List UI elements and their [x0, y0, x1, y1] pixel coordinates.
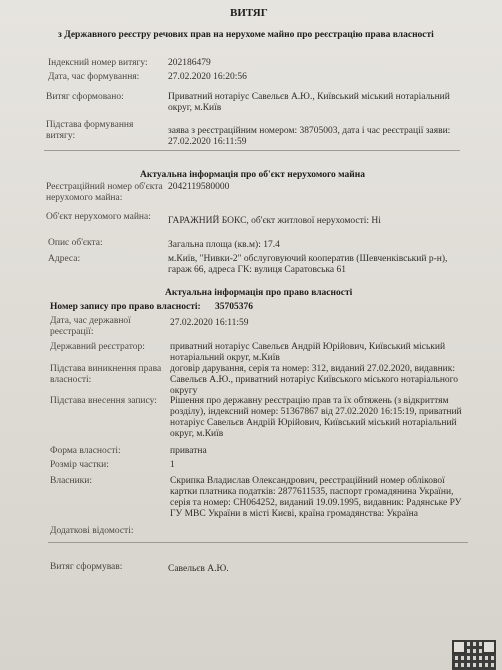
- reg-date-label: Дата, час державної реєстрації:: [50, 316, 131, 337]
- additional-info-label: Додаткові відомості:: [50, 526, 134, 536]
- object-reg-label: Реєстраційний номер об'єкта нерухомого майна:: [46, 182, 163, 203]
- rights-section-heading: Актуальна інформація про право власності: [165, 288, 353, 298]
- basis-label: Підстава формування витягу:: [46, 120, 134, 141]
- owners-value: Скрипка Владислав Олександрович, реєстраційний номер облікової картки платника податків: 2877611535, паспорт громадянина України, серія та номер: СН064252, виданий 19.09.1995, видавник: Радянське РУ ГУ МВС України в місті Києві, країна громадянства: Україна: [170, 476, 462, 519]
- object-section-heading: Актуальна інформація про об'єкт нерухомого майна: [140, 170, 365, 180]
- datetime-value: 27.02.2020 16:20:56: [168, 72, 247, 82]
- entry-basis-label: Підстава внесення запису:: [50, 396, 157, 406]
- share-size-value: 1: [170, 460, 175, 470]
- qr-code: [452, 640, 496, 670]
- object-address-label: Адреса:: [48, 254, 81, 264]
- index-label: Індексний номер витягу:: [48, 58, 148, 68]
- document-title: ВИТЯГ: [230, 7, 268, 19]
- formed-label: Витяг сформовано:: [46, 92, 124, 102]
- basis-value: заява з реєстраційним номером: 38705003, дата і час реєстрації заяви: 27.02.2020 16:11:59: [168, 126, 451, 147]
- document-subtitle: з Державного реєстру речових прав на нерухоме майно про реєстрацію права власності: [58, 30, 434, 40]
- rights-record-label: Номер запису про право власності:: [50, 302, 201, 312]
- formed-value: Приватний нотаріус Савельєв А.Ю., Київський міський нотаріальний округ, м.Київ: [168, 92, 450, 113]
- object-type-value: ГАРАЖНИЙ БОКС, об'єкт житлової нерухомості: Ні: [168, 216, 381, 226]
- divider: [48, 542, 468, 543]
- rights-record-value: 35705376: [215, 302, 253, 312]
- share-size-label: Розмір частки:: [50, 460, 109, 470]
- entry-basis-value: Рішення про державну реєстрацію прав та їх обтяжень (з відкриттям розділу), індексний номер: 51367867 від 27.02.2020 16:15:19, приватний нотаріус Савельєв Андрій Юрійович, Київський міський нотаріальний округ, м.Київ: [170, 396, 462, 439]
- origin-value: договір дарування, серія та номер: 312, виданий 27.02.2020, видавник: Савельєв А.Ю., приватний нотаріус Київського міського нотаріального округу: [170, 364, 459, 396]
- index-value: 202186479: [168, 58, 211, 68]
- ownership-form-value: приватна: [170, 446, 207, 456]
- object-type-label: Об'єкт нерухомого майна:: [46, 212, 151, 222]
- registrar-value: приватний нотаріус Савельєв Андрій Юрійович, Київський міський нотаріальний округ, м.Київ: [170, 342, 446, 363]
- origin-label: Підстава виникнення права власності:: [50, 364, 162, 385]
- registrar-label: Державний реєстратор:: [50, 342, 145, 352]
- reg-date-value: 27.02.2020 16:11:59: [170, 318, 249, 328]
- formed-by-label: Витяг сформував:: [50, 562, 123, 572]
- owners-label: Власники:: [50, 476, 93, 486]
- divider: [44, 150, 460, 151]
- ownership-form-label: Форма власності:: [50, 446, 121, 456]
- object-reg-value: 2042119580000: [168, 182, 230, 192]
- object-desc-value: Загальна площа (кв.м): 17.4: [168, 240, 280, 250]
- object-desc-label: Опис об'єкта:: [48, 238, 103, 248]
- datetime-label: Дата, час формування:: [48, 72, 140, 82]
- object-address-value: м.Київ, "Нивки-2" обслуговуючий кооператив (Шевченківський р-н), гараж 66, адреса ГК: вулиця Саратовська 61: [168, 254, 448, 275]
- formed-by-value: Савельєв А.Ю.: [168, 564, 229, 574]
